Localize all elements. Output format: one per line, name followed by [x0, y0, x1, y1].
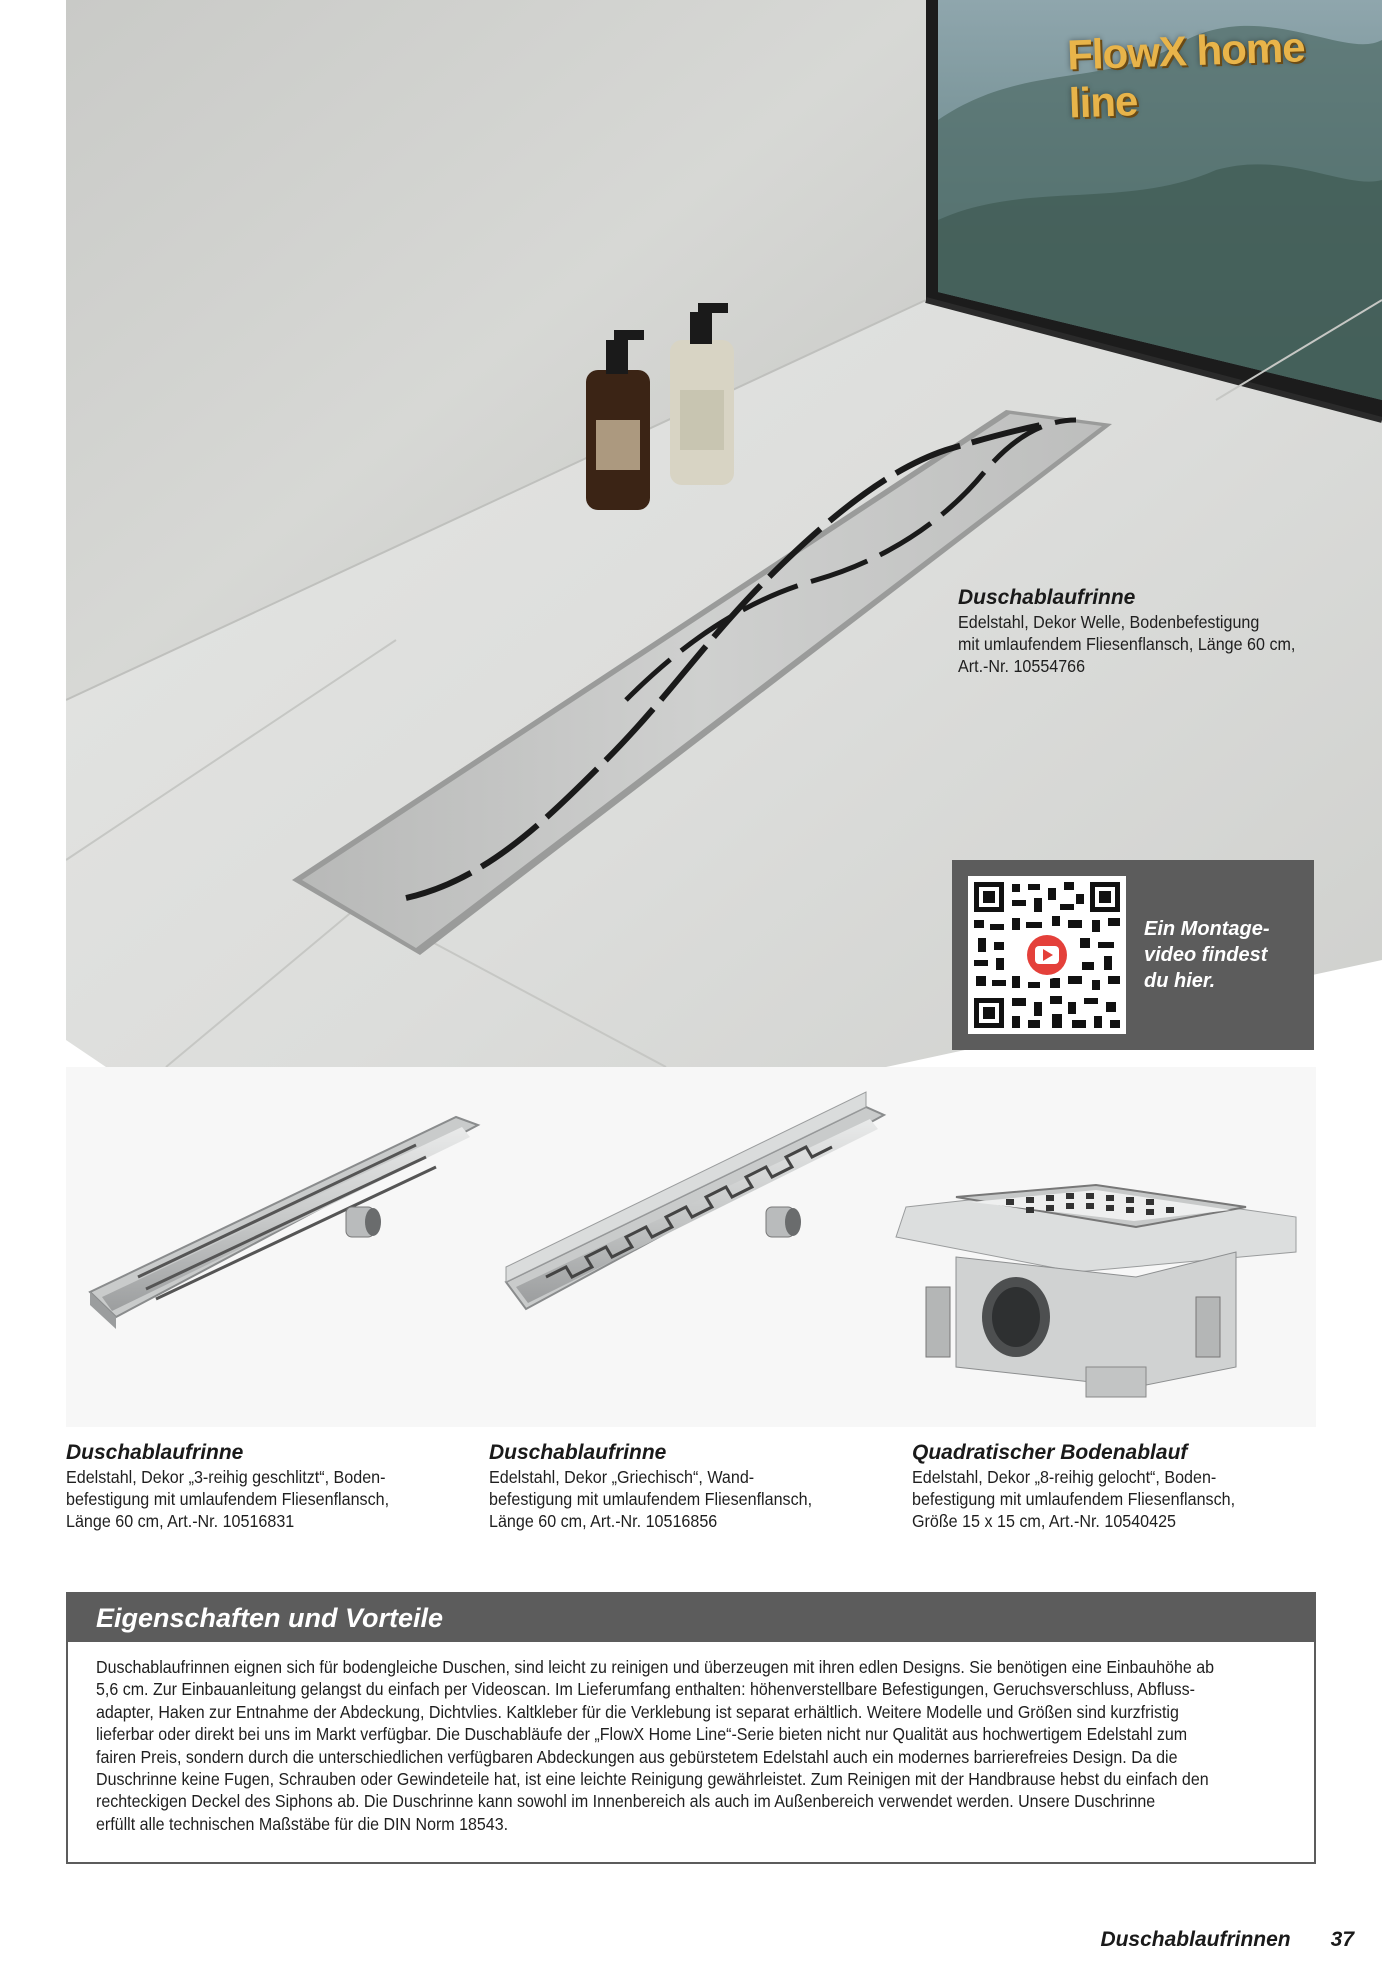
qr-video-box: [952, 860, 1314, 1050]
product-line: befestigung mit umlaufendem Fliesenflansch,: [912, 1489, 1236, 1509]
qr-code[interactable]: [968, 876, 1126, 1034]
hero-product-caption: [958, 585, 1338, 677]
features-section: [66, 1592, 1316, 1864]
footer-section-name: Duschablaufrinnen: [1100, 1928, 1291, 1951]
features-line: lieferbar oder direkt bei uns im Markt verfügbar. Die Duschabläufe der „FlowX Home Line“-Serie bieten nicht nur Qualität aus hochwertigem Edelstahl zum: [96, 1724, 1188, 1745]
product-line: Größe 15 x 15 cm, Art.-Nr. 10540425: [912, 1511, 1176, 1531]
product-line: Edelstahl, Dekor „Griechisch“, Wand-: [489, 1467, 755, 1487]
product-line: befestigung mit umlaufendem Fliesenflansch,: [66, 1489, 390, 1509]
product-caption: [912, 1440, 1312, 1532]
brand-logo: FlowX home line: [1066, 23, 1306, 127]
features-line: rechteckigen Deckel des Siphons ab. Die Duschrinne kann sowohl im Innenbereich als auch im Außenbereich verwendet werden. Unsere Duschrinne: [96, 1791, 1156, 1812]
hero-product-line: Art.-Nr. 10554766: [958, 656, 1086, 676]
qr-video-line: Ein Montage-: [1144, 918, 1270, 940]
product-line: Länge 60 cm, Art.-Nr. 10516831: [66, 1511, 295, 1531]
features-line: Duschablaufrinnen eignen sich für bodengleiche Duschen, sind leicht zu reinigen und überzeugen mit ihren edlen Designs. Sie benötigen eine Einbauhöhe ab: [96, 1657, 1215, 1677]
product-images: [66, 1067, 1316, 1427]
features-heading: Eigenschaften und Vorteile: [68, 1594, 1314, 1642]
product-line: Edelstahl, Dekor „3-reihig geschlitzt“, Boden-: [66, 1467, 386, 1487]
hero-product-line: Edelstahl, Dekor Welle, Bodenbefestigung: [958, 612, 1260, 632]
qr-video-line: du hier.: [1144, 970, 1216, 992]
qr-video-text: [1144, 916, 1270, 994]
product-caption: [66, 1440, 466, 1532]
product-title: Duschablaufrinne: [489, 1441, 667, 1464]
features-line: fairen Preis, sondern durch die unterschiedlichen verfügbaren Abdeckungen aus gebürstetem Edelstahl auch ein modernes barrierefreies Design. Da die: [96, 1746, 1178, 1767]
hero-product-line: mit umlaufendem Fliesenflansch, Länge 60 cm,: [958, 634, 1296, 654]
page-footer: [1100, 1928, 1354, 1952]
product-title: Duschablaufrinne: [66, 1441, 244, 1464]
features-body: [68, 1642, 1314, 1835]
product-image-square: [896, 1185, 1296, 1397]
features-line: erfüllt alle technischen Maßstäbe für die DIN Norm 18543.: [96, 1813, 509, 1834]
hero-product-title: Duschablaufrinne: [958, 586, 1136, 609]
page-number: 37: [1330, 1928, 1354, 1951]
product-line: befestigung mit umlaufendem Fliesenflansch,: [489, 1489, 813, 1509]
features-line: Duschrinne keine Fugen, Schrauben oder Gewindeteile hat, ist eine leichte Reinigung gewährleistet. Zum Reinigen mit der Handbrause hebst du einfach den: [96, 1769, 1209, 1790]
product-caption: [489, 1440, 889, 1532]
features-line: 5,6 cm. Zur Einbauanleitung gelangst du einfach per Videoscan. Im Lieferumfang enthalten: höhenverstellbare Befestigungen, Geruchsverschluss, Abfluss-: [96, 1679, 1196, 1700]
product-line: Edelstahl, Dekor „8-reihig gelocht“, Boden-: [912, 1467, 1217, 1487]
product-images-row: [66, 1067, 1316, 1427]
features-line: adapter, Haken zur Entnahme der Abdeckung, Dichtvlies. Kaltkleber für die Verklebung ist separat erhältlich. Weitere Modelle und Größen sind kurzfristig: [96, 1701, 1179, 1722]
product-title: Quadratischer Bodenablauf: [912, 1441, 1188, 1464]
qr-video-line: video findest: [1144, 944, 1268, 966]
product-line: Länge 60 cm, Art.-Nr. 10516856: [489, 1511, 718, 1531]
